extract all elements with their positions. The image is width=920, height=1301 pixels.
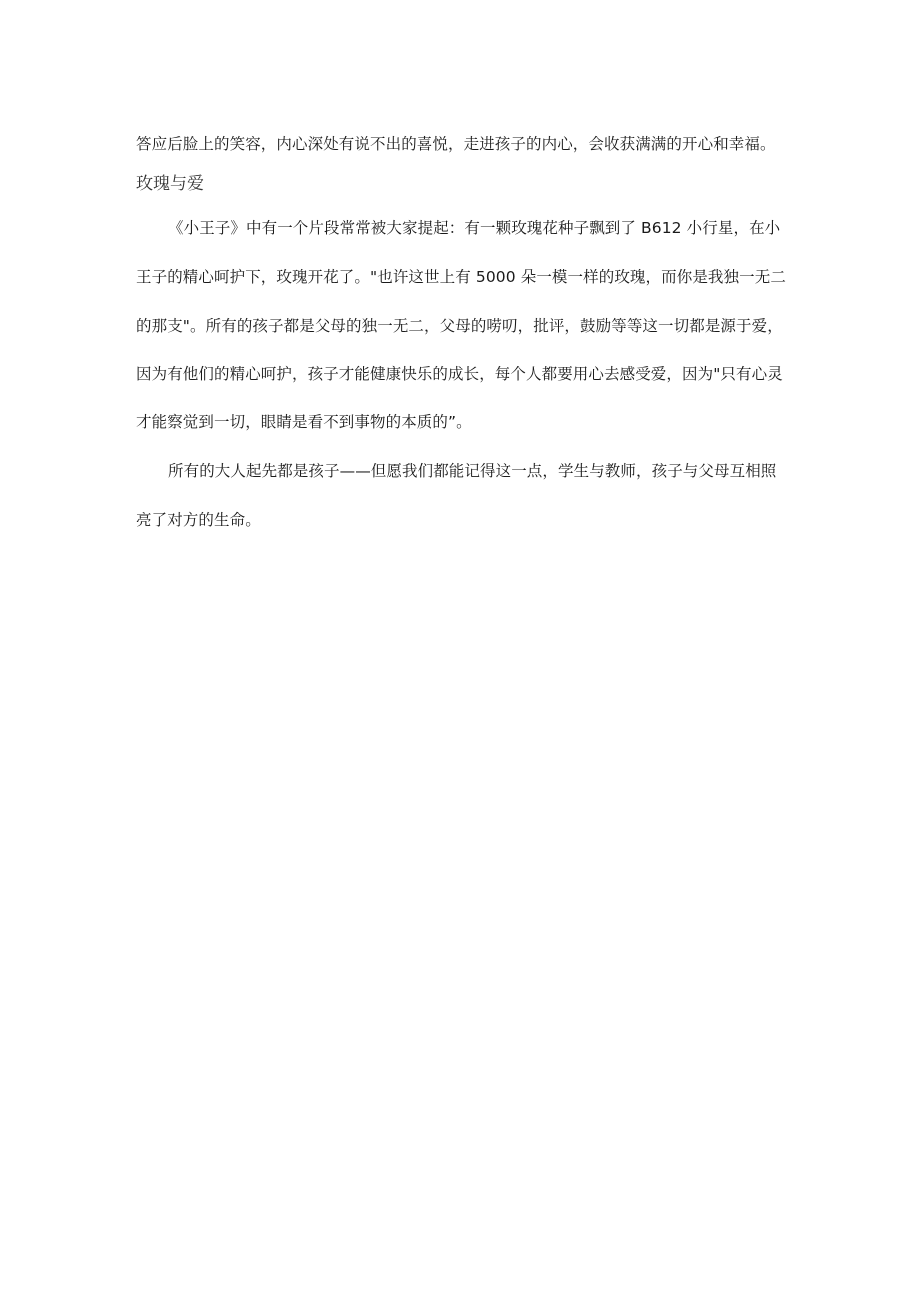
section-heading: 玫瑰与爱 xyxy=(136,174,204,194)
paragraph-2-line-2: 亮了对方的生命。 xyxy=(136,511,261,529)
lead-paragraph-line: 答应后脸上的笑容，内心深处有说不出的喜悦，走进孩子的内心，会收获满满的开心和幸福。 xyxy=(136,135,776,153)
paragraph-2-line-1: 所有的大人起先都是孩子——但愿我们都能记得这一点，学生与教师，孩子与父母互相照 xyxy=(168,462,777,480)
paragraph-1-line-3: 的那支"。所有的孩子都是父母的独一无二，父母的唠叨，批评，鼓励等等这一切都是源于爱， xyxy=(136,317,783,335)
paragraph-1-line-1: 《小王子》中有一个片段常常被大家提起：有一颗玫瑰花种子飘到了 B612 小行星，在小 xyxy=(168,219,781,237)
paragraph-1-line-5: 才能察觉到一切，眼睛是看不到事物的本质的”。 xyxy=(136,413,472,431)
paragraph-1-line-4: 因为有他们的精心呵护，孩子才能健康快乐的成长，每个人都要用心去感受爱，因为"只有心灵 xyxy=(136,365,783,383)
paragraph-1-line-2: 王子的精心呵护下，玫瑰开花了。"也许这世上有 5000 朵一模一样的玫瑰，而你是我独一无二 xyxy=(136,268,786,286)
